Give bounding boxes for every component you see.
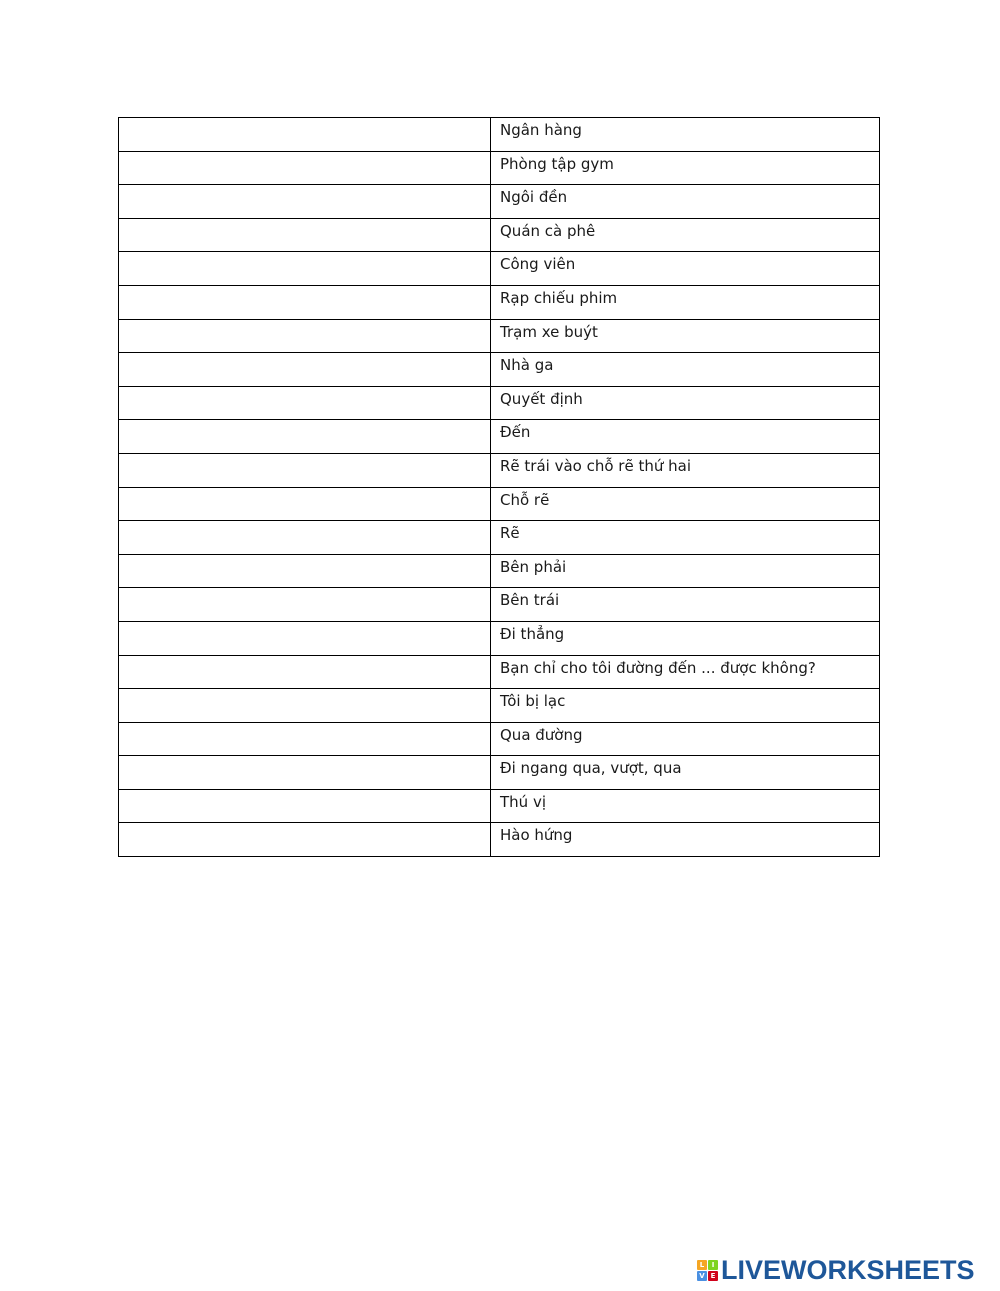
table-row (119, 453, 880, 487)
table-row (119, 252, 880, 286)
table-row (119, 420, 880, 454)
answer-cell[interactable] (119, 353, 491, 387)
answer-cell[interactable] (119, 554, 491, 588)
table-row (119, 756, 880, 790)
table-row (119, 285, 880, 319)
answer-cell[interactable] (119, 386, 491, 420)
answer-cell[interactable] (119, 218, 491, 252)
term-cell: Rạp chiếu phim (491, 285, 880, 319)
table-row (119, 521, 880, 555)
answer-cell[interactable] (119, 252, 491, 286)
answer-cell[interactable] (119, 588, 491, 622)
table-row (119, 655, 880, 689)
answer-cell[interactable] (119, 756, 491, 790)
logo-blocks-icon (697, 1260, 718, 1281)
answer-cell[interactable] (119, 621, 491, 655)
term-cell: Công viên (491, 252, 880, 286)
term-cell: Quán cà phê (491, 218, 880, 252)
answer-cell[interactable] (119, 521, 491, 555)
term-cell: Ngân hàng (491, 118, 880, 152)
table-row (119, 319, 880, 353)
answer-cell[interactable] (119, 420, 491, 454)
table-row (119, 621, 880, 655)
term-cell: Rẽ (491, 521, 880, 555)
term-cell: Bên phải (491, 554, 880, 588)
answer-cell[interactable] (119, 823, 491, 857)
table-row (119, 588, 880, 622)
term-cell: Nhà ga (491, 353, 880, 387)
term-cell: Đến (491, 420, 880, 454)
term-cell: Thú vị (491, 789, 880, 823)
liveworksheets-logo (697, 1255, 975, 1285)
term-cell: Đi thẳng (491, 621, 880, 655)
vocabulary-table (118, 117, 880, 857)
answer-cell[interactable] (119, 118, 491, 152)
answer-cell[interactable] (119, 689, 491, 723)
answer-cell[interactable] (119, 319, 491, 353)
term-cell: Rẽ trái vào chỗ rẽ thứ hai (491, 453, 880, 487)
table-row (119, 689, 880, 723)
term-cell: Trạm xe buýt (491, 319, 880, 353)
answer-cell[interactable] (119, 453, 491, 487)
answer-cell[interactable] (119, 487, 491, 521)
term-cell: Chỗ rẽ (491, 487, 880, 521)
table-row (119, 218, 880, 252)
answer-cell[interactable] (119, 285, 491, 319)
table-row (119, 554, 880, 588)
table-row (119, 789, 880, 823)
term-cell: Phòng tập gym (491, 151, 880, 185)
term-cell: Tôi bị lạc (491, 689, 880, 723)
table-row (119, 185, 880, 219)
logo-block-letter: I (708, 1260, 718, 1270)
answer-cell[interactable] (119, 151, 491, 185)
term-cell: Bên trái (491, 588, 880, 622)
answer-cell[interactable] (119, 789, 491, 823)
logo-block-letter: E (708, 1271, 718, 1281)
table-row (119, 151, 880, 185)
table-row (119, 722, 880, 756)
table-row (119, 386, 880, 420)
term-cell: Ngôi đền (491, 185, 880, 219)
logo-block-letter: L (697, 1260, 707, 1270)
table-row (119, 118, 880, 152)
term-cell: Quyết định (491, 386, 880, 420)
answer-cell[interactable] (119, 722, 491, 756)
term-cell: Đi ngang qua, vượt, qua (491, 756, 880, 790)
table-row (119, 823, 880, 857)
table-row (119, 487, 880, 521)
vocabulary-table-body (119, 118, 880, 857)
logo-text: LIVEWORKSHEETS (721, 1255, 975, 1285)
term-cell: Bạn chỉ cho tôi đường đến ... được không? (491, 655, 880, 689)
term-cell: Hào hứng (491, 823, 880, 857)
table-row (119, 353, 880, 387)
logo-block-letter: V (697, 1271, 707, 1281)
term-cell: Qua đường (491, 722, 880, 756)
answer-cell[interactable] (119, 185, 491, 219)
answer-cell[interactable] (119, 655, 491, 689)
